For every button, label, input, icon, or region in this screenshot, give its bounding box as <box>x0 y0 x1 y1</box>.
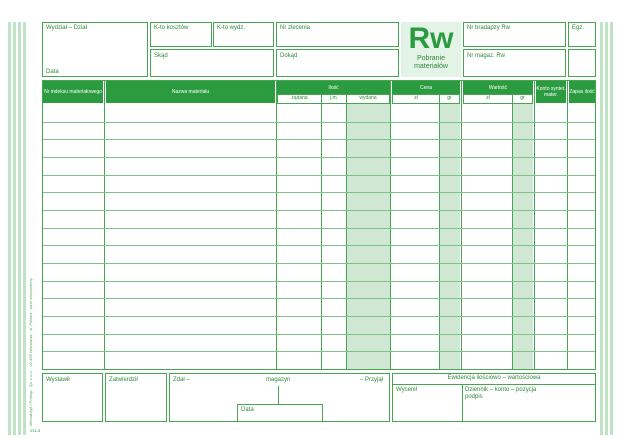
column-divider <box>534 81 535 370</box>
zdal-label: Zdał – <box>173 377 190 383</box>
column-divider <box>461 81 462 370</box>
przyjal-label: – Przyjął <box>360 377 384 383</box>
egz-field[interactable] <box>568 22 596 47</box>
zdal-przyjal-field[interactable] <box>169 373 390 422</box>
table-row[interactable] <box>43 298 595 299</box>
table-row[interactable] <box>43 245 595 246</box>
column-divider <box>321 94 322 370</box>
subcol-wartosc-gr: gr <box>512 94 533 104</box>
table-row[interactable] <box>43 192 595 193</box>
col-ilosc: Ilość <box>277 81 390 94</box>
zdal-divider <box>278 386 279 404</box>
table-row[interactable] <box>43 122 595 123</box>
column-divider <box>346 94 347 370</box>
dokad-field[interactable] <box>276 49 399 77</box>
subcol-wydana: wydana <box>346 94 390 104</box>
side-publisher-text: Michalczyk i Prokop · Sp. z o.o. · 02-495 Warszawa · ul. Pilotów · wzór zastrzeżony <box>28 278 33 426</box>
table-row[interactable] <box>43 263 595 264</box>
data-label: Data <box>46 69 59 75</box>
nr-magaz-label: Nr magaz. Rw <box>467 53 506 59</box>
ewidencja-label: Ewidencja ilościowo – wartościowa <box>447 375 541 381</box>
wydana-column-shade <box>346 104 390 369</box>
table-row[interactable] <box>43 334 595 335</box>
subcol-wartosc-zl: zł <box>463 94 513 104</box>
sklad-label: Skąd <box>154 53 168 59</box>
left-stripe <box>13 22 16 435</box>
subcol-jm: j.m. <box>321 94 347 104</box>
zdal-data-label: Data <box>241 407 254 413</box>
wydzial-dzial-label: Wydział – Dział <box>46 25 87 31</box>
left-stripe <box>23 22 26 435</box>
subcol-cena-gr: gr <box>439 94 460 104</box>
column-divider <box>512 94 513 370</box>
nr-zlecenia-label: Nr zlecenia <box>280 25 311 31</box>
k-to-kosztow-label: K-to kosztów <box>154 25 189 31</box>
table-row[interactable] <box>43 351 595 352</box>
col-konto: Konto syntet. mater. <box>536 81 566 103</box>
column-divider <box>276 81 277 370</box>
left-stripe <box>18 22 21 435</box>
rw-subtitle-line1: Pobranie <box>416 55 446 62</box>
table-row[interactable] <box>43 210 595 211</box>
right-stripe <box>600 22 603 435</box>
nr-magaz-field[interactable] <box>463 49 566 77</box>
right-stripe <box>610 22 613 435</box>
right-stripe <box>605 22 608 435</box>
nr-bradapzy-label: Nr bradapzy Rw <box>467 25 511 31</box>
k-to-wydz-label: K-to wydz. <box>217 25 246 31</box>
magazyn-label: magazyn <box>266 377 291 383</box>
wystawil-label: Wystawił <box>46 377 70 383</box>
column-divider <box>390 81 391 370</box>
rw-code: Rw <box>408 22 454 55</box>
zdal-data-field[interactable] <box>237 404 323 422</box>
col-cena: Cena <box>392 81 460 94</box>
table-row[interactable] <box>43 175 595 176</box>
k-to-wydz-field[interactable] <box>213 22 274 47</box>
form-number: 231-3 <box>30 428 41 433</box>
wartosc-gr-shade <box>512 104 533 369</box>
subcol-cena-zl: zł <box>392 94 440 104</box>
subcol-zadana: żądana <box>277 94 322 104</box>
table-row[interactable] <box>43 316 595 317</box>
table-row[interactable] <box>43 139 595 140</box>
ewidencja-field <box>392 373 596 422</box>
col-wartosc: Wartość <box>463 81 533 94</box>
wydzial-dzial-field[interactable] <box>42 22 148 77</box>
zatwierdzil-field[interactable] <box>105 373 167 422</box>
wycenil-label[interactable]: Wycenił <box>396 387 417 393</box>
nr-bradapzy-field[interactable] <box>463 22 566 47</box>
zatwierdzil-label: Zatwierdził <box>109 377 138 383</box>
col-nazwa: Nazwa materiału <box>106 81 275 103</box>
nr-zlecenia-field[interactable] <box>276 22 399 47</box>
egz-extra-field[interactable] <box>568 49 596 77</box>
table-row[interactable] <box>43 228 595 229</box>
table-row[interactable] <box>43 157 595 158</box>
column-divider <box>104 81 105 370</box>
ewidencja-divider <box>393 384 595 385</box>
col-zapas: Zapas ilość <box>569 81 595 103</box>
column-divider <box>439 94 440 370</box>
table-row[interactable] <box>43 281 595 282</box>
cena-gr-shade <box>439 104 460 369</box>
egz-label: Egz. <box>572 25 585 31</box>
rw-title-block <box>401 22 461 77</box>
ewidencja-col-divider <box>462 384 463 422</box>
dokad-label: Dokąd <box>280 53 298 59</box>
k-to-kosztow-field[interactable] <box>150 22 212 47</box>
dziennik-label[interactable]: Dziennik – konto – pozycja podpis <box>465 387 537 400</box>
rw-subtitle-line2: materiałów <box>414 63 448 70</box>
left-stripe <box>8 22 11 435</box>
wystawil-field[interactable] <box>42 373 103 422</box>
col-nr-indeksu: Nr indeksu materiałowego <box>43 81 103 103</box>
column-divider <box>567 81 568 370</box>
sklad-field[interactable] <box>150 49 274 77</box>
